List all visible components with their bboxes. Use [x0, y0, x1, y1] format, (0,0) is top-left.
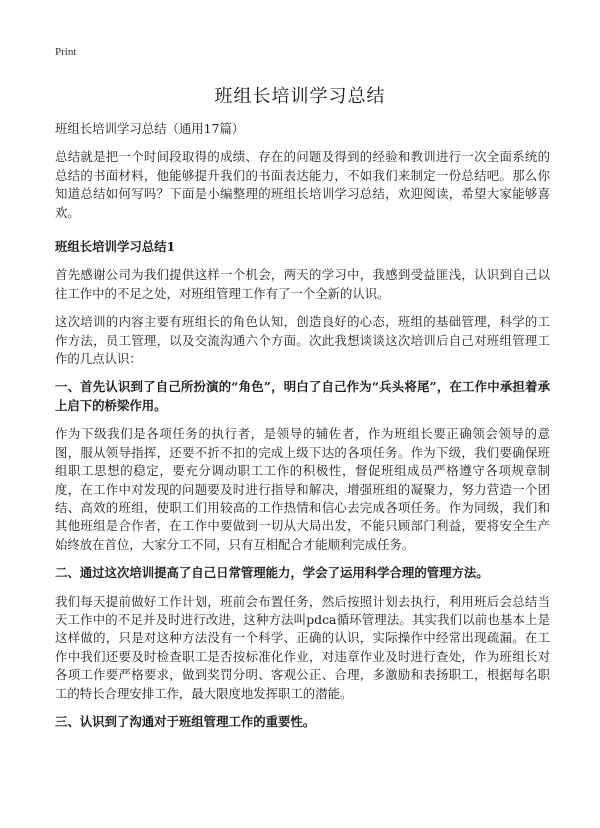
- document-subtitle: 班组长培训学习总结（通用17篇）: [55, 121, 245, 136]
- paragraph-1: 首先感谢公司为我们提供这样一个机会，两天的学习中，我感到受益匪浅，认识到自己以往工作中的不足之处，对班组管理工作有了一个全新的认识。: [55, 267, 550, 301]
- page-title: 班组长培训学习总结: [214, 86, 386, 107]
- heading-1: 一、首先认识到了自己所扮演的“角色”，明白了自己作为“兵头将尾”，在工作中承担着承上启下的桥梁作用。: [55, 379, 550, 413]
- section-title: 班组长培训学习总结1: [55, 239, 176, 255]
- print-link[interactable]: Print: [55, 46, 77, 58]
- paragraph-2: 这次培训的内容主要有班组长的角色认知，创造良好的心态，班组的基础管理，科学的工作方法，员工管理，以及交流沟通六个方面。次此我想谈谈这次培训后自己对班组管理工作的几点认识：: [55, 314, 550, 367]
- paragraph-4: 我们每天提前做好工作计划，班前会布置任务，然后按照计划去执行，利用班后会总结当天工作中的不足并及时进行改进，这种方法叫pdca循环管理法。其实我们以前也基本上是这样做的，只是对这种方法没有一个科学、正确的认识，实际操作中经常出现疏漏。在工作中我们还要及时检查职工是否按标准化作业，对违章作业及时进行查处，作为班组长对各项工作要严格要求，做到奖罚分明、客观公正、合理，多激励和表扬职工，根据每名职工的特长合理安排工作，最大限度地发挥职工的潜能。: [55, 593, 550, 701]
- paragraph-3: 作为下级我们是各项任务的执行者，是领导的辅佐者，作为班组长要正确领会领导的意图，服从领导指挥，还要不折不扣的完成上级下达的各项任务。作为下级，我们要确保班组职工思想的稳定，要充分调动职工工作的积极性，督促班组成员严格遵守各项规章制度，在工作中对发现的问题要及时进行指导和解决，增强班组的凝聚力，努力营造一个团结、高效的班组，使职工们用较高的工作热情和信心去完成各项任务。作为同级，我们和其他班组是合作者，在工作中要做到一切从大局出发，不能只顾部门利益，要将安全生产始终放在首位，大家分工不同，只有互相配合才能顺利完成任务。: [55, 426, 550, 552]
- heading-2: 二、通过这次培训提高了自己日常管理能力，学会了运用科学合理的管理方法。: [55, 565, 489, 581]
- document-body: [55, 120, 550, 741]
- intro-paragraph: 总结就是把一个时间段取得的成绩、存在的问题及得到的经验和教训进行一次全面系统的总结的书面材料，他能够提升我们的书面表达能力，不如我们来制定一份总结吧。那么你知道总结如何写吗？下面是小编整理的班组长培训学习总结，欢迎阅读，希望大家能够喜欢。: [55, 149, 550, 220]
- heading-3: 三、认识到了沟通对于班组管理工作的重要性。: [55, 713, 316, 729]
